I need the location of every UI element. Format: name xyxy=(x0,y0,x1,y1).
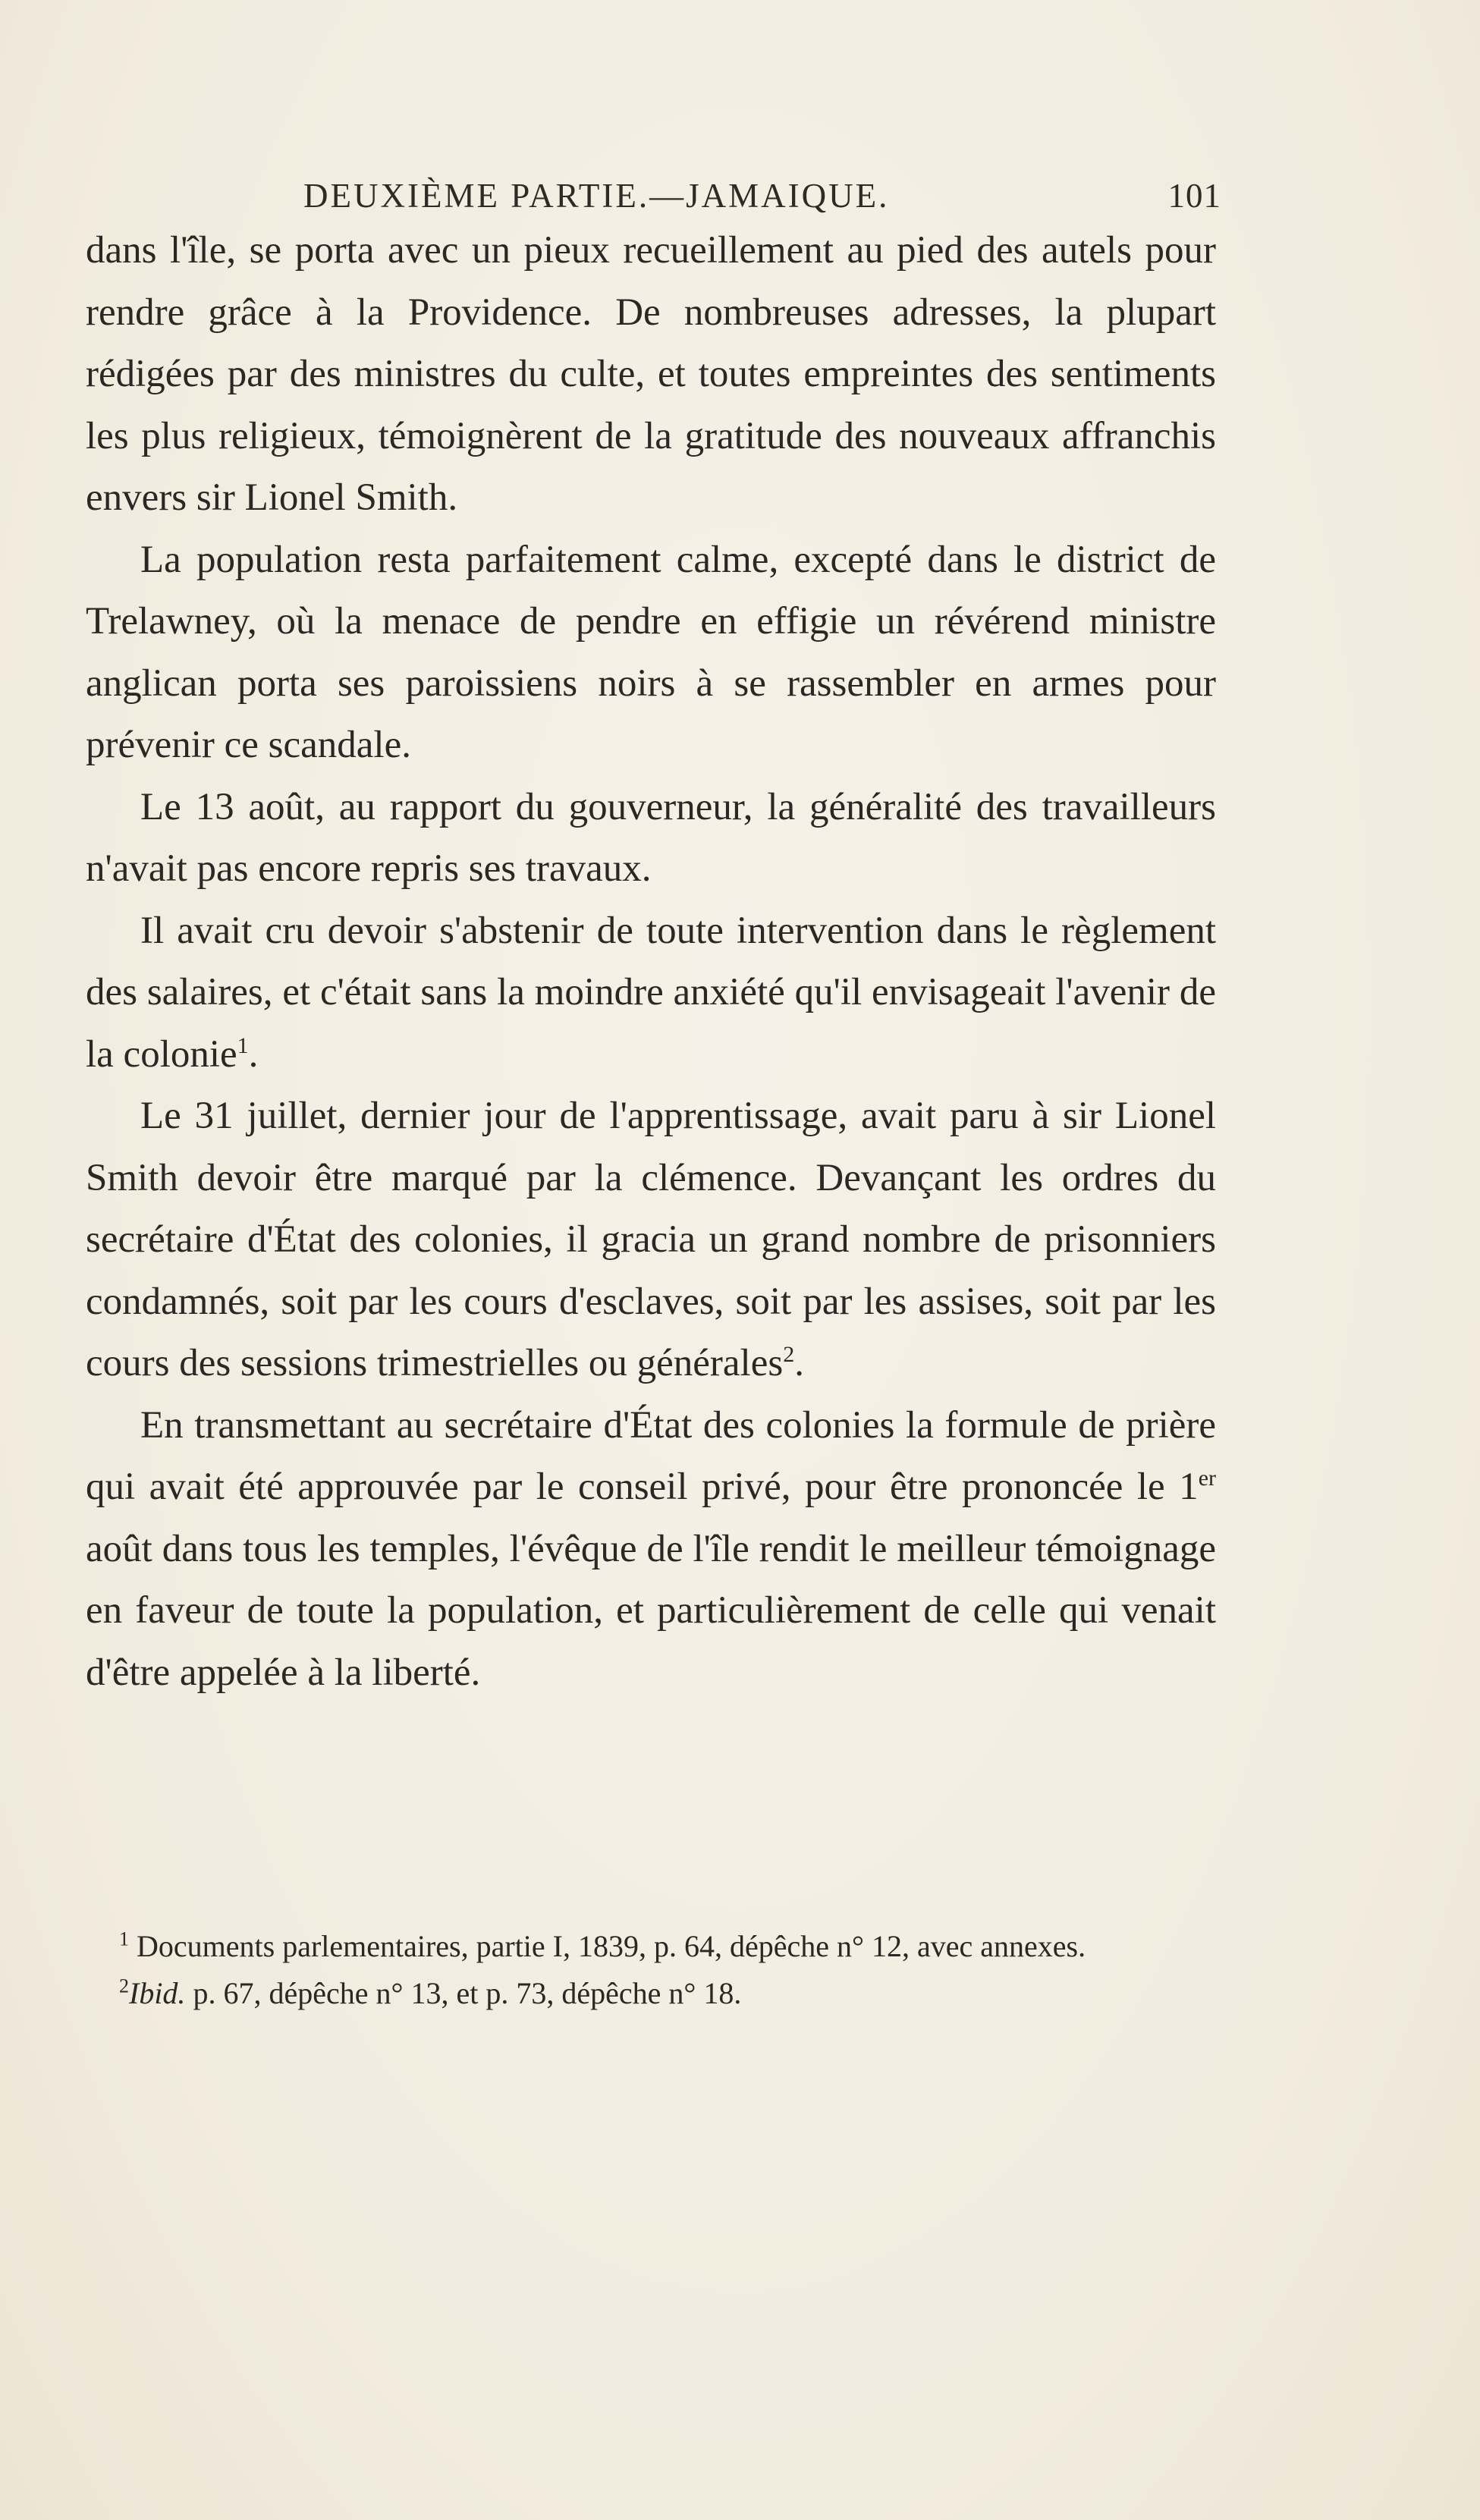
paragraph-text: La population resta parfaitement calme, excepté dans le district de Trelawney, où la menace de pendre en effigie un révérend ministre anglican porta ses paroissiens noirs à se rassembler en armes pour prévenir ce scandale. xyxy=(86,538,1216,766)
paragraph-text: août dans tous les temples, l'évêque de l'île rendit le meilleur témoignage en faveur de toute la population, et particulièrement de celle qui venait d'être appelée à la liberté. xyxy=(86,1527,1216,1694)
footnote-marker[interactable]: 2 xyxy=(783,1342,795,1367)
paragraph xyxy=(86,900,1216,1086)
page-number: 101 xyxy=(1167,177,1221,215)
paragraph xyxy=(86,1395,1216,1705)
paragraph-text: Le 31 juillet, dernier jour de l'apprentissage, avait paru à sir Lionel Smith devoir être marqué par la clémence. Devançant les ordres du secrétaire d'État des colonies, il gracia un grand nombre de prisonniers condamnés, soit par les cours d'esclaves, soit par les assises, soit par les cours des sessions trimestrielles ou générales xyxy=(86,1095,1216,1384)
paragraph-punctuation: . xyxy=(248,1032,259,1076)
footnote xyxy=(86,1923,1216,1970)
main-text xyxy=(86,220,1216,1704)
footnotes xyxy=(86,1923,1216,2017)
paragraph xyxy=(86,529,1216,777)
paragraph-text: En transmettant au secrétaire d'État des colonies la formule de prière qui avait été approuvée par le conseil privé, pour être prononcée le 1 xyxy=(86,1403,1216,1508)
footnote xyxy=(86,1970,1216,2017)
paragraph-text: Il avait cru devoir s'abstenir de toute intervention dans le règlement des salaires, et c'était sans la moindre anxiété qu'il envisageait l'avenir de la colonie xyxy=(86,909,1216,1076)
paragraph xyxy=(86,777,1216,900)
footnote-ref: 2 xyxy=(119,1975,129,1997)
ordinal-superscript: er xyxy=(1198,1466,1216,1491)
footnote-ibid: Ibid. xyxy=(129,1976,186,2010)
running-title: DEUXIÈME PARTIE.—JAMAIQUE. xyxy=(303,177,890,215)
footnote-text: Documents parlementaires, partie I, 1839, p. 64, dépêche n° 12, avec annexes. xyxy=(137,1929,1086,1963)
paragraph xyxy=(86,1086,1216,1395)
footnote-text: p. 67, dépêche n° 13, et p. 73, dépêche n° 18. xyxy=(185,1976,742,2010)
paragraph xyxy=(86,220,1216,529)
running-header xyxy=(303,176,1221,222)
paragraph-text: Le 13 août, au rapport du gouverneur, la généralité des travailleurs n'avait pas encore repris ses travaux. xyxy=(86,785,1216,890)
footnote-marker[interactable]: 1 xyxy=(237,1032,249,1058)
footnote-ref: 1 xyxy=(119,1928,129,1950)
paragraph-punctuation: . xyxy=(794,1342,804,1384)
paragraph-text: dans l'île, se porta avec un pieux recueillement au pied des autels pour rendre grâce à la Providence. De nombreuses adresses, la plupart rédigées par des ministres du culte, et toutes empreintes des sentiments les plus religieux, témoignèrent de la gratitude des nouveaux affranchis envers sir Lionel Smith. xyxy=(86,229,1216,519)
